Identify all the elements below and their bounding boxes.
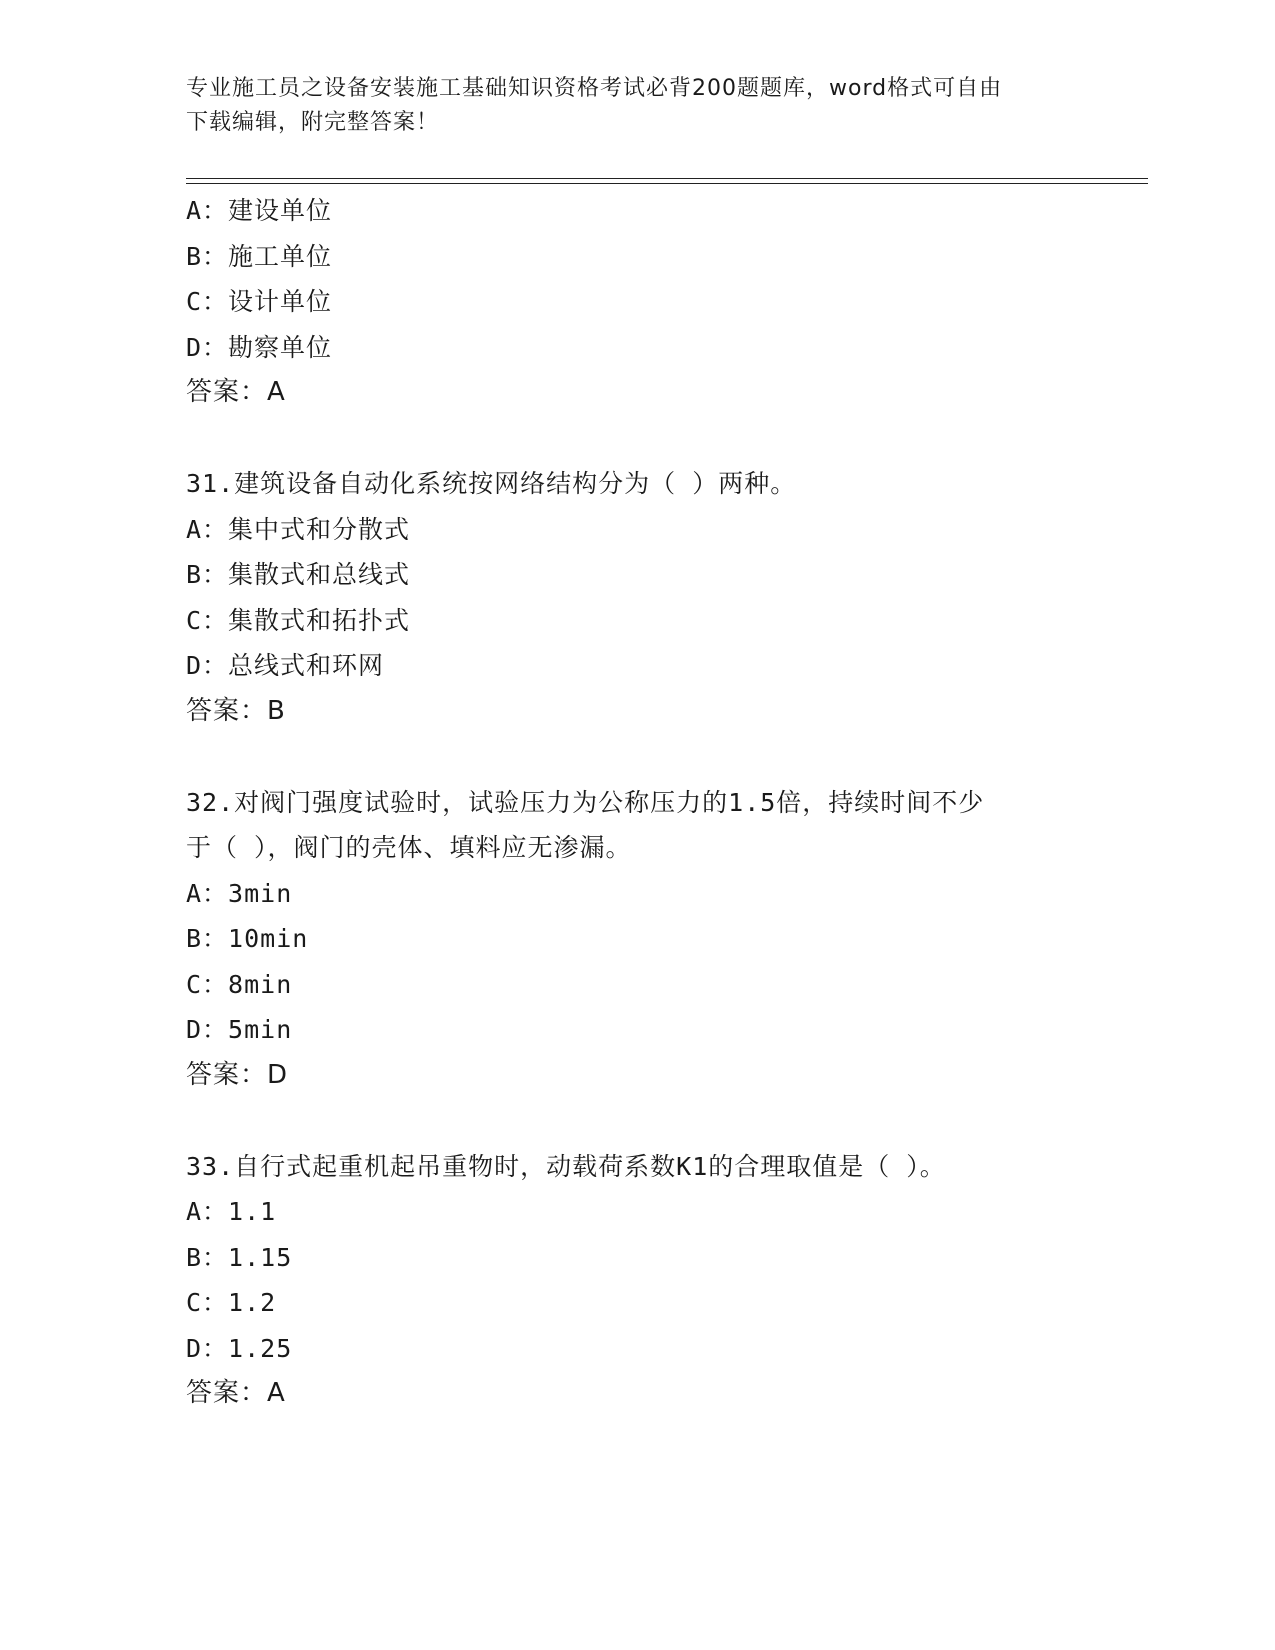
option-d: D：1.25 xyxy=(186,1333,293,1363)
header-divider-bottom xyxy=(186,183,1148,184)
option-a: A：3min xyxy=(186,878,293,908)
spacer xyxy=(186,416,1146,462)
question-30 xyxy=(186,188,1146,416)
option-a: A：建设单位 xyxy=(186,196,333,225)
question-33 xyxy=(186,1144,1146,1417)
answer: 答案：A xyxy=(186,1378,286,1408)
spacer xyxy=(186,734,1146,780)
question-text: 31.建筑设备自动化系统按网络结构分为（ ）两种。 xyxy=(186,469,797,498)
question-list xyxy=(186,188,1146,1417)
question-text: 33.自行式起重机起吊重物时，动载荷系数K1的合理取值是（ ）。 xyxy=(186,1151,946,1181)
option-a: A：集中式和分散式 xyxy=(186,514,411,544)
option-c: C：集散式和拓扑式 xyxy=(186,605,411,635)
answer: 答案：B xyxy=(186,695,286,726)
option-d: D：总线式和环网 xyxy=(186,651,385,680)
option-c: C：1.2 xyxy=(186,1288,277,1317)
option-b: B：1.15 xyxy=(186,1242,293,1272)
option-a: A：1.1 xyxy=(186,1197,277,1226)
option-d: D：勘察单位 xyxy=(186,332,333,362)
option-b: B：集散式和总线式 xyxy=(186,560,411,589)
question-text-continued: 于（ ），阀门的壳体、填料应无渗漏。 xyxy=(186,833,632,862)
spacer xyxy=(186,1098,1146,1144)
answer: 答案：A xyxy=(186,377,286,407)
header-line-2: 下载编辑，附完整答案！ xyxy=(186,110,440,135)
document-header xyxy=(186,72,1066,140)
question-31 xyxy=(186,461,1146,734)
answer: 答案：D xyxy=(186,1059,289,1090)
question-32 xyxy=(186,780,1146,1099)
option-c: C：8min xyxy=(186,969,293,999)
option-d: D：5min xyxy=(186,1015,293,1044)
option-b: B：10min xyxy=(186,924,309,953)
option-b: B：施工单位 xyxy=(186,241,333,271)
option-c: C：设计单位 xyxy=(186,287,333,316)
header-divider-top xyxy=(186,178,1148,179)
question-text: 32.对阀门强度试验时，试验压力为公称压力的1.5倍，持续时间不少 xyxy=(186,787,985,817)
header-line-1: 专业施工员之设备安装施工基础知识资格考试必背200题题库，word格式可自由 xyxy=(186,76,1003,101)
